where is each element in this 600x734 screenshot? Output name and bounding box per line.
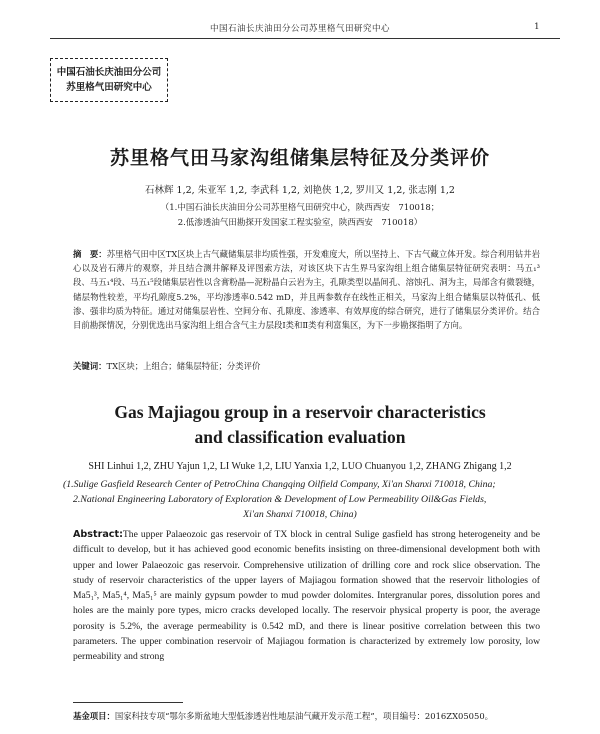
- running-header-title: 中国石油长庆油田分公司苏里格气田研究中心: [209, 24, 390, 34]
- stamp-line-2: 苏里格气田研究中心: [66, 82, 152, 93]
- chinese-abstract-text: 苏里格气田中区TX区块上古气藏储集层非均质性强，开发难度大，所以坚持上、下古气藏立体开发。综合利用钻井岩心以及岩石薄片的观察，并且结合测井解释及评图索方法，对该区块下古生界马家沟组上组合储集层特征研究表明：马五₁³段、马五₁⁴段、马五₁⁵段储集层岩性以含膏粉晶—泥粉晶白云岩为主，孔隙类型以晶间孔、溶蚀孔、洞为主，局部含有微裂缝，储层物性较差，平均孔隙度5.2%，平均渗透率0.542 mD，并且两参数存在线性正相关，马家沟上组合储集层以特低孔、低渗、强非均质为特征。通过对储集层岩性、空间分布、孔隙度、渗透率、有效厚度的综合研究，进行了储集层分类评价。结合目前勘探情况，分别优选出马家沟组上组合含气主力层段Ⅰ类和Ⅱ类有利富集区，为下一步勘探指明了方向。: [73, 249, 541, 331]
- running-header: [60, 22, 540, 34]
- chinese-abstract-label: 摘 要：: [73, 249, 107, 259]
- english-abstract-text: The upper Palaeozoic gas reservoir of TX block in central Sulige gasfield has strong heterogeneity and be difficult to develop, but it has achieved good economic benefits insisting on three-dimensional development both with upper and lower Palaeozoic gas reservoir. Comprehensive utilization of drilling core and rock slice observation. The study of reservoir characteristics of the upper layers of Majiagou formation showed that the reservoir lithologies of Ma5₁³, Ma5₁⁴, Ma5₁⁵ are mainly gypsum powder to mud powder dolomites. Intergranular pores, dissolution pores and holes are the mainly pore types, micro cracks developed locally. The reservoir physical property is poor, the average porosity is 5.2%, the average permeability is 0.542 mD, and there is linear positive correlation between this two parameters. The upper combination reservoir of Majiagou formation is characterized by extremely low porosity, low permeability and strong: [73, 529, 540, 663]
- english-title-line-1: Gas Majiagou group in a reservoir characteristics: [114, 402, 486, 422]
- chinese-authors: 石林辉 1,2, 朱亚军 1,2, 李武科 1,2, 刘艳侠 1,2, 罗川又 1,2, 张志刚 1,2: [145, 185, 455, 196]
- chinese-affiliation-2: 2.低渗透油气田勘探开发国家工程实验室，陕西西安 710018）: [177, 218, 423, 228]
- english-affiliation-3: Xi'an Shanxi 710018, China): [243, 509, 357, 520]
- english-title-line-2: and classification evaluation: [194, 427, 406, 447]
- chinese-title: 苏里格气田马家沟组储集层特征及分类评价: [109, 147, 490, 169]
- english-affiliation-1: (1.Sulige Gasfield Research Center of PetroChina Changqing Oilfield Company, Xi'an Shanxi 710018, China;: [63, 479, 496, 490]
- funding-label: 基金项目：: [73, 711, 115, 721]
- institution-stamp: [50, 58, 168, 102]
- english-affiliation-2: 2.National Engineering Laboratory of Exploration & Development of Low Permeability Oil&Gas Fields,: [73, 494, 487, 505]
- english-abstract-label: Abstract:: [73, 529, 123, 540]
- chinese-keywords: [73, 360, 540, 372]
- english-abstract: [73, 527, 540, 665]
- english-title: [40, 400, 560, 450]
- chinese-keywords-text: TX区块；上组合；储集层特征；分类评价: [106, 361, 261, 371]
- english-authors: SHI Linhui 1,2, ZHU Yajun 1,2, LI Wuke 1,2, LIU Yanxia 1,2, LUO Chuanyou 1,2, ZHANG Zhigang 1,2: [88, 461, 512, 472]
- chinese-affiliation-1: （1.中国石油长庆油田分公司苏里格气田研究中心，陕西西安 710018；: [160, 203, 440, 213]
- header-rule: [50, 38, 560, 39]
- funding-note: [73, 710, 550, 722]
- footnote-rule: [73, 702, 183, 703]
- stamp-line-1: 中国石油长庆油田分公司: [56, 67, 162, 78]
- chinese-abstract: [73, 247, 540, 332]
- funding-text: 国家科技专项“鄂尔多斯盆地大型低渗透岩性地层油气藏开发示范工程”，项目编号：2016ZX05050。: [114, 711, 494, 721]
- page-number: 1: [534, 22, 540, 32]
- chinese-keywords-label: 关键词：: [73, 361, 107, 371]
